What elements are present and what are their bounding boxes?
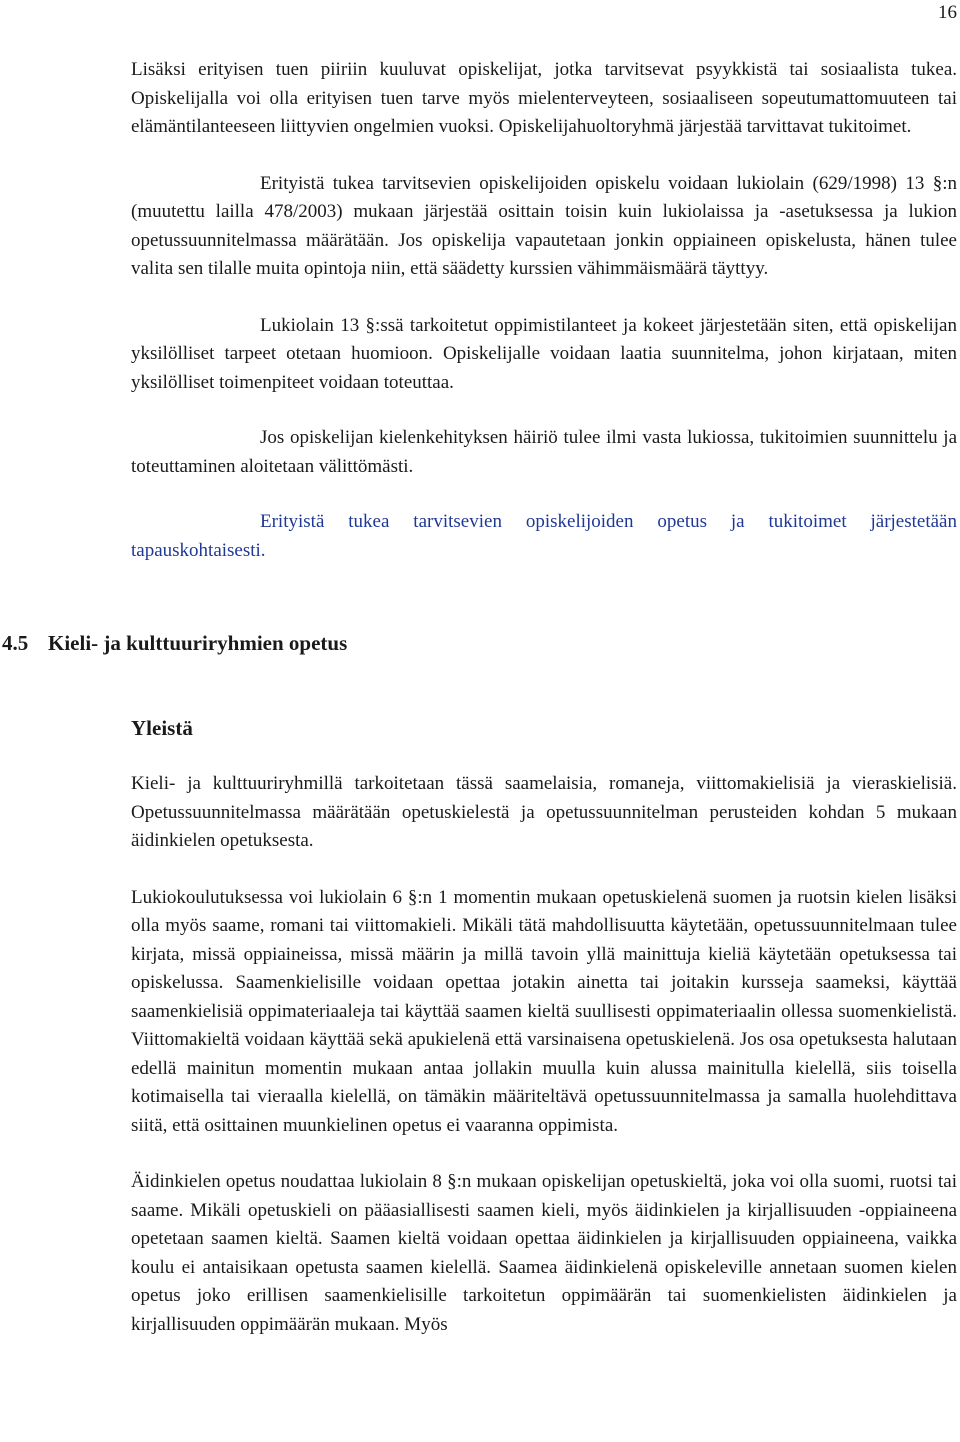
paragraph-language-groups: Kieli- ja kulttuuriryhmillä tarkoitetaan tässä saamelaisia, romaneja, viittomakielisiä ja vieraskielisiä. Opetussuunnitelmassa määrätään opetuskielestä ja opetussuunnitelman perusteiden kohdan 5 mukaan äidinkielen opetuksesta. — [131, 773, 957, 851]
paragraph-case-by-case: Erityistä tukea tarvitsevien opiskelijoiden opetus ja tukitoimet järjestetään tapauskohtaisesti. — [131, 511, 957, 561]
paragraph-special-support-psychosocial: Lisäksi erityisen tuen piiriin kuuluvat opiskelijat, jotka tarvitsevat psyykkistä tai sosiaalista tukea. Opiskelijalla voi olla erityisen tuen tarve myös mielenterveyteen, sosiaaliseen sopeutumattomuuteen tai elämäntilanteeseen liittyvien ongelmien vuoksi. Opiskelijahuoltoryhmä järjestää tarvittavat tukitoimet. — [131, 59, 957, 137]
section-number: 4.5 — [2, 631, 29, 655]
subsection-heading: Yleistä — [131, 716, 193, 740]
page-content — [2, 56, 957, 1339]
paragraph-language-of-instruction: Lukiokoulutuksessa voi lukiolain 6 §:n 1 momentin mukaan opetuskielenä suomen ja ruotsin kielen lisäksi olla myös saame, romani tai viittomakieli. Mikäli tätä mahdollisuutta käytetään, opetussuunnitelmaan tulee kirjata, missä oppiaineissa, missä määrin ja millä tavoin yllä mainittuja kieliä käytetään opetuksessa tai opiskelussa. Saamenkielisille voidaan opettaa jotakin ainetta tai joitakin kursseja saameksi, käyttää saamenkielisiä oppimateriaaleja tai käyttää saamen kieltä suullisesti oppimateriaalin ollessa suomenkielistä. Viittomakieltä voidaan käyttää sekä apukielenä että varsinaisena opetuskielenä. Jos osa opetuksesta halutaan edellä mainitun momentin mukaan antaa jollakin muulla kuin alussa mainitulla kielellä, siis toisella kotimaisella tai vieraalla kielellä, on tämäkin määriteltävä opetussuunnitelmassa ja samalla huolehdittava siitä, että osittainen muunkielinen opetus ei vaaranna oppimista. — [131, 886, 957, 1136]
paragraph-special-support-law: Erityistä tukea tarvitsevien opiskelijoiden opiskelu voidaan lukiolain (629/1998) 13 §:n (muutettu lailla 478/2003) mukaan järjestää osittain toisin kuin lukiolaissa ja -asetuksessa ja lukion opetussuunnitelmassa määrätään. Jos opiskelija vapautetaan jonkin oppiaineen opiskelusta, hänen tulee valita sen tilalle muita opintoja niin, että säädetty kurssien vähimmäismäärä täyttyy. — [131, 172, 957, 279]
section-title: Kieli- ja kulttuuriryhmien opetus — [48, 631, 348, 655]
paragraph-learning-situations: Lukiolain 13 §:ssä tarkoitetut oppimistilanteet ja kokeet järjestetään siten, että opiskelijan yksilölliset tarpeet otetaan huomioon. Opiskelijalle voidaan laatia suunnitelma, johon kirjataan, miten yksilölliset toimenpiteet voidaan toteuttaa. — [131, 314, 957, 393]
page-number: 16 — [938, 2, 957, 23]
paragraph-mother-tongue: Äidinkielen opetus noudattaa lukiolain 8 §:n mukaan opiskelijan opetuskieltä, joka voi olla suomi, ruotsi tai saame. Mikäli opetuskieli on pääasiallisesti saamen kieli, myös äidinkielen ja kirjallisuuden -oppiaineena opetetaan saamen kieltä. Saamen kieltä voidaan opettaa äidinkielen ja kirjallisuuden oppiaineena, vaikka koulu ei antaisikaan opetusta saamen kielellä. Saamea äidinkielenä opiskeleville annetaan suomen kielen opetus joko erillisen saamenkielisille tarkoitetun oppimäärän tai suomenkielisten äidinkielen ja kirjallisuuden oppimäärän mukaan. Myös — [131, 1171, 957, 1335]
paragraph-language-development: Jos opiskelijan kielenkehityksen häiriö tulee ilmi vasta lukiossa, tukitoimien suunnittelu ja toteuttaminen aloitetaan välittömästi. — [131, 427, 957, 477]
section-heading — [0, 629, 957, 657]
